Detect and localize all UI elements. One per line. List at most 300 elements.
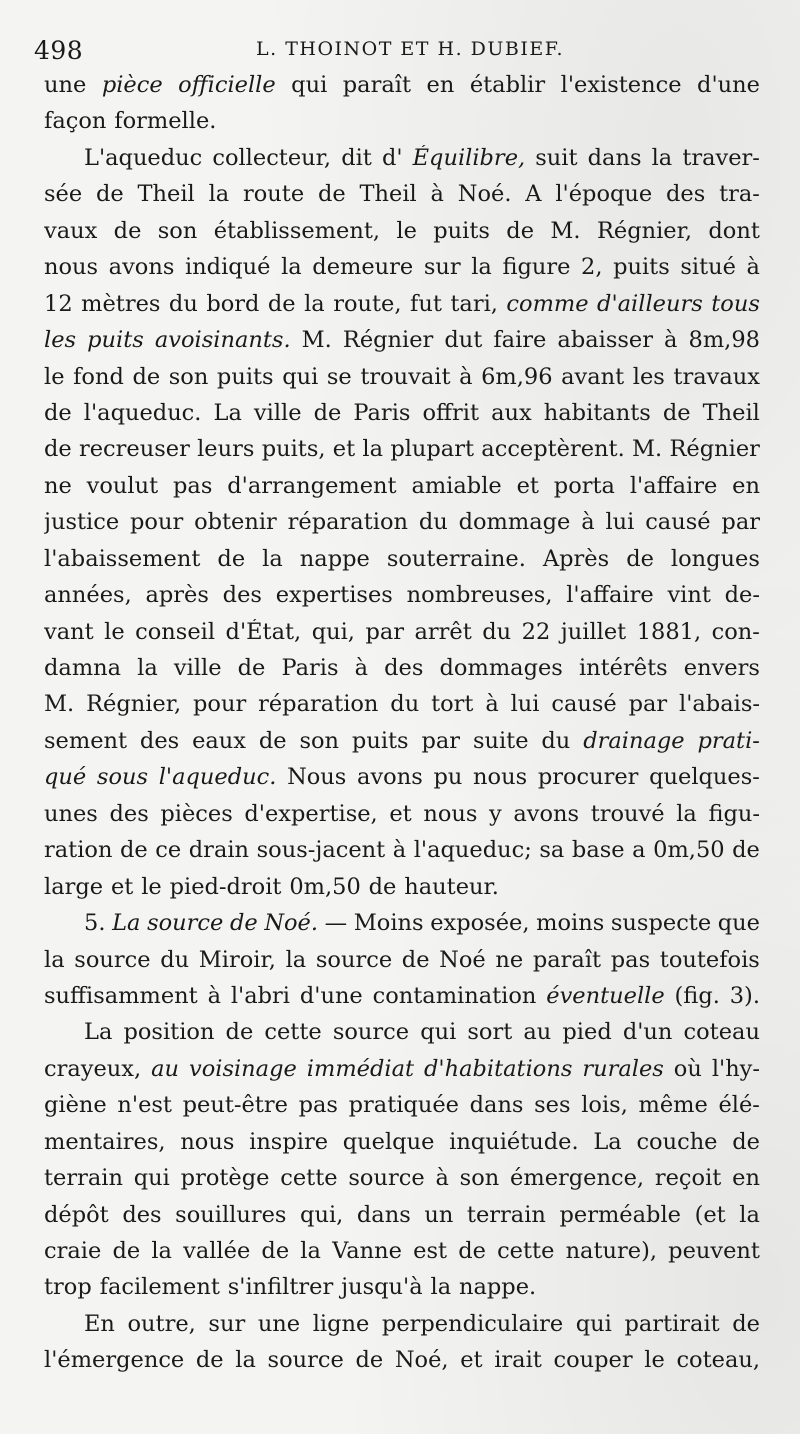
word: la: [430, 1274, 452, 1301]
word: la: [235, 1347, 256, 1374]
word: couper: [553, 1347, 633, 1374]
word: la: [651, 144, 673, 171]
word: nous: [44, 254, 99, 281]
word: par: [421, 727, 461, 754]
word: amiable: [411, 472, 502, 499]
text-line: [44, 691, 760, 727]
word: et: [110, 873, 134, 900]
text-line: [44, 801, 760, 837]
text-line: [44, 364, 760, 400]
word: l'existence: [560, 72, 682, 98]
word: l'aqueduc;: [413, 837, 532, 864]
text-line: [44, 1056, 760, 1092]
word: mètres: [81, 290, 161, 317]
word: du: [168, 290, 198, 317]
word: après: [145, 582, 209, 609]
word: Paris: [353, 399, 411, 426]
text-line: [44, 1274, 760, 1310]
word: l'époque: [555, 181, 653, 208]
word: façon: [44, 108, 107, 135]
word: drainage: [583, 727, 685, 754]
word: Régnier: [669, 436, 760, 463]
word: des: [122, 1201, 162, 1228]
word: comme: [506, 290, 589, 317]
word: des: [139, 727, 180, 754]
word: source: [74, 946, 151, 973]
word: des: [666, 181, 706, 208]
word: sur: [208, 1310, 246, 1337]
word: de: [96, 181, 124, 208]
word: l'aqueduc.: [83, 399, 202, 426]
word: recreuser: [78, 436, 190, 463]
word: du: [390, 691, 420, 718]
word: pu: [433, 764, 463, 791]
text-line: [44, 655, 760, 691]
word: perméable: [559, 1201, 681, 1228]
word: un: [424, 1201, 454, 1228]
word: offrit: [422, 399, 480, 426]
word: source: [147, 910, 224, 937]
word: la: [304, 290, 325, 317]
word: la: [137, 655, 158, 681]
word: d'arrangement: [227, 472, 397, 499]
text-line: [44, 1238, 760, 1274]
word: de: [458, 1238, 486, 1264]
word: des: [109, 800, 149, 827]
word: nappe.: [459, 1274, 537, 1301]
text-line: [44, 181, 760, 217]
word: puits: [433, 217, 490, 244]
word: de: [112, 1238, 141, 1264]
text-line: [44, 72, 760, 108]
word: pied: [562, 1019, 612, 1046]
word: 5.: [84, 910, 106, 937]
word: la: [471, 254, 492, 281]
word: Régnier,: [86, 691, 182, 718]
word: élé-: [718, 1092, 760, 1119]
word: dans: [356, 1201, 411, 1228]
page-number: 498: [34, 36, 84, 65]
word: y: [489, 800, 502, 827]
word: lui: [510, 691, 540, 718]
word: tari,: [450, 290, 498, 317]
word: (et: [694, 1201, 726, 1228]
word: cette: [497, 1238, 555, 1264]
word: où: [673, 1055, 702, 1082]
text-line: [44, 1202, 760, 1238]
word: crayeux,: [44, 1055, 142, 1082]
word: quelque: [342, 1128, 435, 1155]
word: à: [435, 1165, 449, 1192]
word: une: [257, 1310, 301, 1337]
word: l'affaire: [566, 582, 654, 609]
word: la: [44, 946, 65, 973]
word: aux: [491, 399, 532, 426]
word: de: [732, 1310, 760, 1337]
word: sement: [44, 727, 128, 754]
word: habitants: [543, 399, 651, 426]
word: que: [717, 910, 760, 937]
word: 3).: [729, 982, 760, 1009]
word: dut: [444, 327, 483, 354]
word: Vanne: [332, 1238, 402, 1264]
word: nous: [180, 1128, 235, 1155]
word: exposée,: [430, 910, 530, 937]
word: et: [460, 1347, 483, 1374]
text-line: [44, 546, 760, 582]
word: 2,: [581, 254, 603, 281]
word: de: [662, 399, 691, 426]
word: pour: [193, 691, 247, 718]
word: fond: [73, 363, 124, 390]
word: dans: [587, 144, 642, 171]
text-line: [44, 1165, 760, 1201]
word: peut-être: [182, 1092, 288, 1119]
word: nombreuses,: [406, 582, 553, 609]
word: pour: [130, 509, 184, 536]
word: lois,: [581, 1092, 628, 1119]
word: prati-: [697, 727, 760, 754]
word: officielle: [178, 72, 276, 98]
word: intérêts: [578, 655, 668, 681]
word: de: [626, 545, 654, 572]
word: longues: [670, 545, 760, 572]
word: même: [638, 1092, 708, 1119]
word: la: [262, 545, 283, 572]
word: de: [317, 181, 346, 208]
word: et: [516, 472, 539, 499]
word: la: [281, 254, 302, 281]
word: l'aqueduc.: [158, 764, 277, 791]
word: route: [243, 181, 305, 208]
word: Noé: [439, 946, 486, 973]
word: outre,: [127, 1310, 196, 1337]
text-line: [44, 1129, 760, 1165]
word: vint: [667, 582, 711, 609]
text-line: [44, 218, 760, 254]
word: Moins: [353, 910, 424, 937]
word: vaux: [44, 217, 98, 244]
word: de: [506, 217, 535, 244]
word: l'abri: [230, 982, 290, 1009]
word: les: [632, 363, 665, 390]
word: d': [381, 144, 403, 171]
word: au: [151, 1055, 180, 1082]
word: Theil: [137, 181, 195, 208]
word: et: [332, 436, 356, 463]
word: 22: [521, 618, 551, 645]
word: Theil: [359, 181, 417, 208]
word: d'État,: [225, 618, 302, 645]
word: en: [426, 72, 455, 98]
word: causé: [645, 509, 711, 536]
word: de: [732, 1128, 760, 1155]
word: figure: [502, 254, 571, 281]
word: couche: [636, 1128, 718, 1155]
text-line: [44, 1311, 760, 1347]
word: de: [44, 399, 72, 426]
word: ses: [534, 1092, 571, 1119]
word: vallée: [183, 1238, 251, 1264]
text-line: [44, 145, 760, 181]
text-line: [44, 254, 760, 290]
text-line: [44, 1092, 760, 1128]
word: Theil: [702, 399, 760, 426]
word: à: [459, 363, 473, 390]
word: par: [365, 618, 405, 645]
word: suit: [535, 144, 578, 171]
word: eaux: [192, 727, 246, 754]
word: puits: [87, 327, 144, 354]
word: plupart: [390, 436, 475, 463]
word: a: [632, 837, 646, 864]
word: 0m,50: [289, 873, 361, 900]
word: La: [213, 399, 242, 426]
word: coteau: [683, 1019, 760, 1046]
word: émergence,: [510, 1165, 645, 1192]
word: qui: [282, 363, 319, 390]
word: n'est: [117, 1092, 172, 1119]
word: de: [44, 436, 72, 463]
word: Paris: [281, 655, 339, 681]
word: le: [44, 363, 65, 390]
word: à: [485, 691, 499, 718]
text-line: [44, 947, 760, 983]
text-line: [44, 983, 760, 1019]
word: son: [168, 363, 209, 390]
word: arrêt: [414, 618, 472, 645]
page-header: [34, 30, 760, 70]
word: 8m,98: [688, 327, 760, 354]
word: Après: [542, 545, 610, 572]
word: d'une: [299, 982, 363, 1009]
word: fut: [410, 290, 442, 317]
word: la: [739, 1201, 760, 1228]
word: l'abaissement: [44, 545, 201, 572]
word: partirait: [624, 1310, 720, 1337]
text-line: [44, 1347, 760, 1383]
word: puits: [613, 254, 670, 281]
word: ne: [495, 946, 524, 973]
word: dommage: [458, 509, 571, 536]
word: nous: [473, 764, 528, 791]
word: de: [401, 946, 430, 973]
word: M.: [44, 691, 75, 718]
word: l'émergence: [44, 1347, 185, 1374]
word: (fig.: [674, 982, 720, 1009]
word: dans: [469, 1092, 524, 1119]
word: position: [123, 1019, 215, 1046]
word: trouvé: [590, 800, 665, 827]
word: à: [664, 327, 678, 354]
word: voisinage: [188, 1055, 297, 1082]
word: quelques-: [649, 764, 760, 791]
word: formelle.: [114, 108, 217, 135]
word: toutefois: [659, 946, 760, 973]
word: de: [313, 399, 342, 426]
word: hauteur.: [404, 873, 499, 900]
text-line: [44, 728, 760, 764]
word: son: [299, 727, 340, 754]
word: de: [261, 1238, 290, 1264]
word: envers: [683, 655, 760, 681]
word: à: [430, 181, 444, 208]
word: suite: [472, 727, 529, 754]
word: sous-jacent: [256, 837, 386, 864]
word: de: [225, 1019, 254, 1046]
word: Régnier: [342, 327, 434, 354]
word: contamination: [372, 982, 537, 1009]
word: tra-: [719, 181, 760, 208]
word: les: [44, 327, 77, 354]
word: sur: [423, 254, 461, 281]
text-line: [44, 291, 760, 327]
word: 1881,: [636, 618, 702, 645]
word: —: [324, 910, 348, 937]
word: de: [120, 837, 148, 864]
word: porta: [553, 472, 615, 499]
word: réparation: [258, 691, 379, 718]
word: coteau,: [676, 1347, 760, 1374]
word: vant: [44, 618, 94, 645]
word: pas: [298, 1092, 338, 1119]
word: cette: [264, 1019, 322, 1046]
word: la: [285, 946, 307, 973]
text-line: [44, 400, 760, 436]
word: la: [151, 1238, 172, 1264]
word: sous: [96, 764, 149, 791]
word: Miroir,: [198, 946, 276, 973]
word: établissement,: [213, 217, 381, 244]
word: la: [362, 436, 384, 463]
word: en: [732, 472, 760, 499]
word: terrain: [44, 1165, 123, 1192]
word: cette: [280, 1165, 338, 1192]
word: le: [396, 217, 417, 244]
word: Noé.: [457, 181, 512, 208]
word: de: [355, 1347, 384, 1374]
body-text: [44, 72, 760, 1384]
word: qui,: [311, 618, 355, 645]
word: leurs: [197, 436, 255, 463]
word: tous: [711, 290, 760, 317]
word: de: [258, 727, 287, 754]
word: de: [267, 290, 296, 317]
word: pratiquée: [348, 1092, 459, 1119]
text-line: [44, 509, 760, 545]
text-line: [44, 436, 760, 472]
word: pied-droit: [169, 873, 282, 900]
word: l'affaire: [629, 472, 718, 499]
word: La: [84, 1019, 113, 1046]
word: Noé.: [264, 910, 319, 937]
text-line: [44, 874, 760, 910]
word: sée: [44, 181, 83, 208]
word: d'expertise,: [244, 800, 378, 827]
word: En: [84, 1310, 115, 1337]
word: craie: [44, 1238, 102, 1264]
text-line: [44, 619, 760, 655]
word: ce: [155, 837, 182, 864]
word: de: [132, 363, 161, 390]
word: reçoit: [654, 1165, 722, 1192]
word: à: [392, 837, 407, 864]
word: faire: [493, 327, 547, 354]
word: procurer: [537, 764, 639, 791]
word: ration: [44, 837, 113, 864]
word: à: [207, 982, 221, 1009]
word: source: [315, 946, 393, 973]
word: par: [721, 509, 760, 536]
word: son: [157, 217, 198, 244]
word: facilement: [99, 1274, 220, 1301]
word: situé: [680, 254, 736, 281]
word: trop: [44, 1274, 92, 1301]
word: inquiétude.: [449, 1128, 579, 1155]
word: protège: [180, 1165, 270, 1192]
word: giène: [44, 1092, 107, 1119]
word: avons: [357, 764, 423, 791]
word: source: [267, 1347, 344, 1374]
word: acceptèrent.: [481, 436, 625, 463]
word: des: [384, 655, 424, 681]
word: Noé,: [394, 1347, 449, 1374]
word: suspecte: [610, 910, 712, 937]
word: juillet: [560, 618, 627, 645]
word: moins: [536, 910, 605, 937]
word: se: [326, 363, 352, 390]
word: avons: [513, 800, 580, 827]
word: con-: [711, 618, 760, 645]
word: des: [222, 582, 262, 609]
word: de: [195, 1347, 224, 1374]
word: demeure: [312, 254, 414, 281]
word: route,: [333, 290, 402, 317]
word: figu-: [708, 800, 760, 827]
word: M.: [550, 217, 581, 244]
word: son: [459, 1165, 500, 1192]
word: 6m,96: [481, 363, 553, 390]
word: d'ailleurs: [597, 290, 703, 317]
word: ville: [253, 399, 302, 426]
word: avons: [108, 254, 175, 281]
word: d'habitations: [424, 1055, 573, 1082]
text-line: [44, 108, 760, 144]
word: années,: [44, 582, 132, 609]
word: de-: [724, 582, 760, 609]
word: 0m,50: [653, 837, 725, 864]
word: suffisamment: [44, 982, 198, 1009]
word: Nous: [287, 764, 347, 791]
word: souterraine.: [386, 545, 526, 572]
word: la: [208, 181, 230, 208]
word: à: [746, 254, 760, 281]
word: abaisser: [557, 327, 653, 354]
word: ne: [44, 472, 72, 499]
word: réparation: [287, 509, 408, 536]
word: du: [418, 509, 448, 536]
word: paraît: [532, 946, 602, 973]
word: l'hy-: [711, 1055, 760, 1082]
word: ligne: [312, 1310, 370, 1337]
word: de: [732, 837, 760, 864]
word: s'infiltrer: [227, 1274, 334, 1301]
word: le: [644, 1347, 665, 1374]
word: traver-: [682, 144, 760, 171]
word: irait: [494, 1347, 542, 1374]
word: du: [541, 727, 571, 754]
word: du: [160, 946, 190, 973]
